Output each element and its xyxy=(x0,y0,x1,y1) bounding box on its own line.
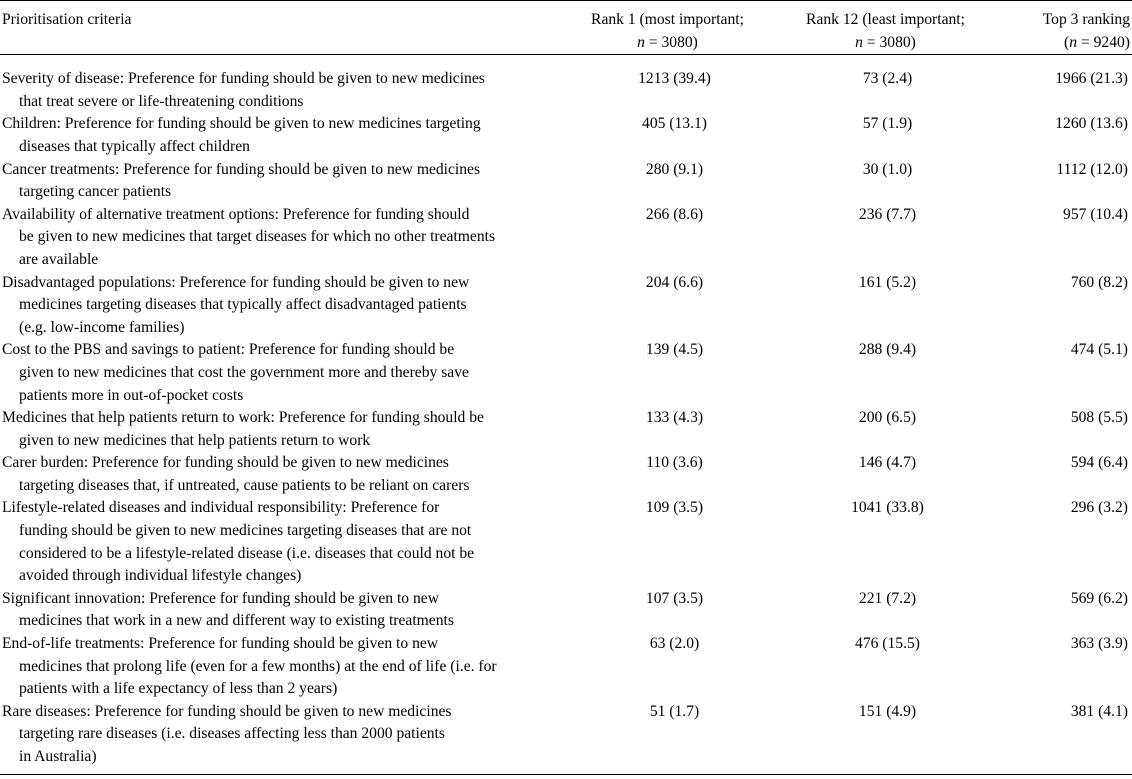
top3-cell: 508 (5.5) xyxy=(1070,409,1128,427)
table-row xyxy=(0,407,1132,452)
rank1-cell: 139 (4.5) xyxy=(645,341,704,359)
header-top3-count: = 9240) xyxy=(1077,33,1130,51)
criterion-text-line: medicines targeting diseases that typically affect disadvantaged patients xyxy=(19,296,467,314)
criterion-text-line: Significant innovation: Preference for funding should be given to new xyxy=(2,589,439,607)
table-row xyxy=(0,633,1132,701)
header-top3-open: ( xyxy=(1064,33,1070,51)
criterion-text-line: Severity of disease: Preference for funding should be given to new medicines xyxy=(2,70,485,88)
rank1-cell: 280 (9.1) xyxy=(645,160,704,178)
criterion-cell xyxy=(0,407,560,452)
criterion-text-line: Disadvantaged populations: Preference for funding should be given to new xyxy=(2,273,470,291)
rank12-cell: 161 (5.2) xyxy=(858,273,917,291)
table-row xyxy=(0,497,1132,587)
criterion-text-line: Lifestyle-related diseases and individual responsibility: Preference for xyxy=(2,499,440,517)
header-rank1-line2 xyxy=(562,32,773,55)
criterion-cell xyxy=(0,701,560,774)
top3-cell: 296 (3.2) xyxy=(1070,499,1128,517)
criterion-text-line: medicines that work in a new and different way to existing treatments xyxy=(19,612,454,630)
criterion-cell xyxy=(0,497,560,587)
top3-cell: 363 (3.9) xyxy=(1070,635,1128,653)
criterion-text-line: targeting diseases that, if untreated, cause patients to be reliant on carers xyxy=(19,476,470,494)
header-rank1 xyxy=(560,1,775,55)
rank1-cell: 266 (8.6) xyxy=(645,205,704,223)
table-row xyxy=(0,339,1132,407)
rank12-cell: 288 (9.4) xyxy=(858,341,917,359)
rank12-cell: 200 (6.5) xyxy=(858,409,917,427)
rank1-cell: 204 (6.6) xyxy=(645,273,704,291)
top3-cell: 474 (5.1) xyxy=(1070,341,1128,359)
criterion-cell xyxy=(0,113,560,158)
header-rank12-count: = 3080) xyxy=(862,33,916,51)
rank1-cell: 51 (1.7) xyxy=(649,702,700,720)
criterion-text-line: Availability of alternative treatment options: Preference for funding should xyxy=(2,205,470,223)
table-row xyxy=(0,272,1132,340)
header-rank12-line1: Rank 12 (least important; xyxy=(806,11,965,28)
header-top3-n: n xyxy=(1069,33,1078,51)
criterion-cell xyxy=(0,272,560,340)
table-row xyxy=(0,701,1132,774)
header-top3-line2 xyxy=(998,32,1130,55)
rank1-cell: 405 (13.1) xyxy=(642,115,707,133)
criterion-cell xyxy=(0,204,560,272)
criterion-cell xyxy=(0,55,560,114)
criterion-text-line: patients more in out-of-pocket costs xyxy=(19,386,244,404)
rank1-cell: 107 (3.5) xyxy=(645,589,704,607)
rank1-cell: 1213 (39.4) xyxy=(638,70,711,88)
rank1-cell: 110 (3.6) xyxy=(646,454,703,472)
criterion-text-line: avoided through individual lifestyle changes) xyxy=(19,567,302,585)
criterion-text-line: are available xyxy=(19,250,99,268)
criterion-text-line: given to new medicines that help patients return to work xyxy=(19,431,371,449)
table-row xyxy=(0,113,1132,158)
header-rank12 xyxy=(775,1,996,55)
top3-cell: 1112 (12.0) xyxy=(1056,160,1128,178)
table-row xyxy=(0,452,1132,497)
criterion-text-line: considered to be a lifestyle-related disease (i.e. diseases that could not be xyxy=(19,544,475,562)
top3-cell: 381 (4.1) xyxy=(1070,702,1128,720)
top3-cell: 569 (6.2) xyxy=(1070,589,1128,607)
criterion-text-line: in Australia) xyxy=(19,748,97,765)
header-rank1-line1: Rank 1 (most important; xyxy=(591,11,744,28)
rank12-cell: 236 (7.7) xyxy=(858,205,917,223)
header-rank12-n: n xyxy=(855,33,863,51)
header-criteria xyxy=(0,1,560,55)
rank12-cell: 1041 (33.8) xyxy=(851,499,924,517)
rank12-cell: 221 (7.2) xyxy=(858,589,917,607)
rank12-cell: 476 (15.5) xyxy=(855,635,920,653)
table-header xyxy=(0,1,1132,55)
table-row xyxy=(0,55,1132,114)
criterion-text-line: targeting cancer patients xyxy=(19,183,172,201)
rank12-cell: 30 (1.0) xyxy=(862,160,913,178)
header-criteria-label: Prioritisation criteria xyxy=(2,11,132,28)
table-row xyxy=(0,159,1132,204)
criterion-text-line: Children: Preference for funding should be given to new medicines targeting xyxy=(2,115,481,133)
top3-cell: 1260 (13.6) xyxy=(1055,115,1128,133)
header-rank1-n: n xyxy=(637,33,645,51)
rank12-cell: 57 (1.9) xyxy=(862,115,913,133)
rank12-cell: 146 (4.7) xyxy=(858,454,917,472)
criterion-text-line: Cancer treatments: Preference for funding should be given to new medicines xyxy=(2,160,481,178)
header-rank12-line2 xyxy=(777,32,994,55)
criterion-text-line: medicines that prolong life (even for a few months) at the end of life (i.e. for xyxy=(19,657,497,675)
criterion-text-line: (e.g. low-income families) xyxy=(19,318,185,336)
top3-cell: 1966 (21.3) xyxy=(1055,70,1128,88)
top3-cell: 957 (10.4) xyxy=(1063,205,1128,223)
criterion-text-line: Carer burden: Preference for funding should be given to new medicines xyxy=(2,454,449,472)
table-row xyxy=(0,588,1132,633)
criterion-cell xyxy=(0,588,560,633)
criterion-text-line: patients with a life expectancy of less than 2 years) xyxy=(19,680,338,698)
criterion-text-line: diseases that typically affect children xyxy=(19,137,250,155)
criterion-text-line: Cost to the PBS and savings to patient: Preference for funding should be xyxy=(2,341,455,359)
criterion-cell xyxy=(0,633,560,701)
criterion-text-line: given to new medicines that cost the government more and thereby save xyxy=(19,363,469,381)
rank1-cell: 63 (2.0) xyxy=(649,635,700,653)
criterion-text-line: Medicines that help patients return to work: Preference for funding should be xyxy=(2,409,484,427)
criterion-text-line: that treat severe or life-threatening conditions xyxy=(19,92,304,110)
criterion-text-line: funding should be given to new medicines targeting diseases that are not xyxy=(19,522,472,540)
rank1-cell: 109 (3.5) xyxy=(645,499,704,517)
rank1-cell: 133 (4.3) xyxy=(645,409,704,427)
criterion-text-line: targeting rare diseases (i.e. diseases affecting less than 2000 patients xyxy=(19,725,445,743)
rank12-cell: 151 (4.9) xyxy=(858,702,917,720)
top3-cell: 594 (6.4) xyxy=(1070,454,1128,472)
criterion-text-line: be given to new medicines that target diseases for which no other treatments xyxy=(19,228,496,246)
top3-cell: 760 (8.2) xyxy=(1070,273,1128,291)
header-rank1-count: = 3080) xyxy=(644,33,698,51)
criterion-text-line: End-of-life treatments: Preference for funding should be given to new xyxy=(2,635,439,653)
header-top3-line1: Top 3 ranking xyxy=(1042,11,1130,28)
criterion-text-line: Rare diseases: Preference for funding should be given to new medicines xyxy=(2,702,452,720)
table-row xyxy=(0,204,1132,272)
table-body xyxy=(0,55,1132,774)
criterion-cell xyxy=(0,159,560,204)
criterion-cell xyxy=(0,339,560,407)
criterion-cell xyxy=(0,452,560,497)
header-top3 xyxy=(996,1,1132,55)
rank12-cell: 73 (2.4) xyxy=(862,70,913,88)
